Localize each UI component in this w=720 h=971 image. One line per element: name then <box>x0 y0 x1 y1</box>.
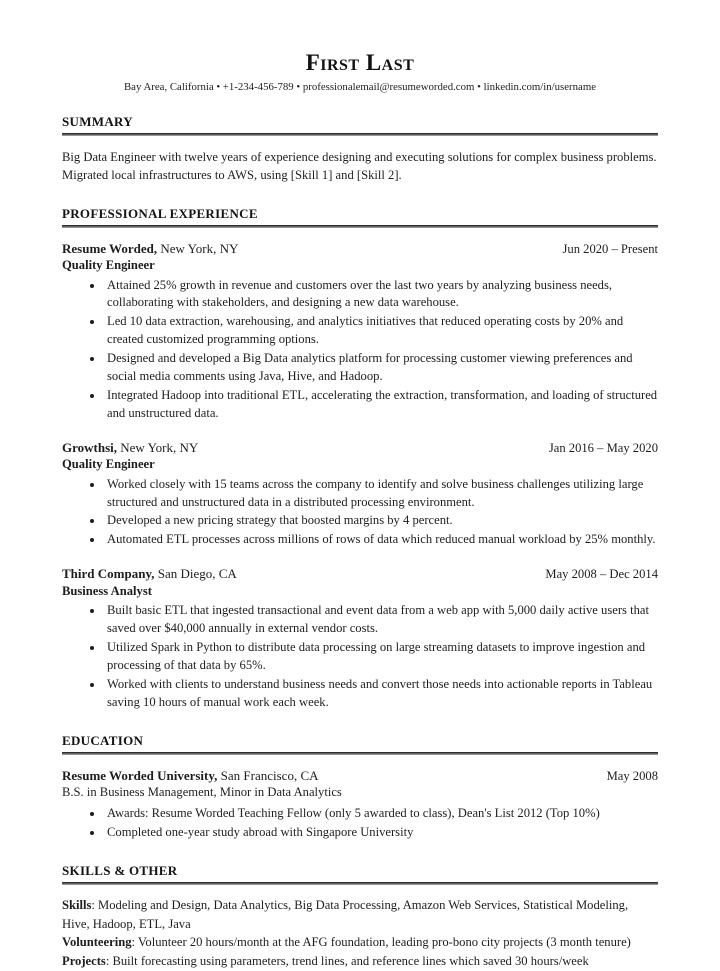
section-summary <box>62 114 658 185</box>
skills-label: Projects <box>62 954 106 969</box>
bullet-item: • Worked closely with 15 teams across the company to identify and solve business challenges utilizing large structured and unstructured data in a distributed processing environment. <box>104 476 658 512</box>
company-name: Growthsi, <box>62 439 118 455</box>
education-heading: EDUCATION <box>62 732 144 748</box>
bullet-item: • Awards: Resume Worded Teaching Fellow (only 5 awarded to class), Dean's List 2012 (Top 10%) <box>104 805 658 823</box>
bullet-item: • Integrated Hadoop into traditional ETL, accelerating the extraction, transformation, and loading of structured and unstructured data. <box>104 387 658 423</box>
heading-rule <box>62 882 658 885</box>
job-header <box>62 241 658 258</box>
education-entry <box>62 768 658 842</box>
skills-text: : Modeling and Design, Data Analytics, Big Data Processing, Amazon Web Services, Statistical Modeling, Hive, Hadoop, ETL, Java <box>62 897 629 931</box>
company-line <box>62 241 238 257</box>
job-entry <box>62 566 658 711</box>
job-entry <box>62 241 658 423</box>
school-line <box>62 768 319 784</box>
degree-line: B.S. in Business Management, Minor in Data Analytics <box>62 785 342 800</box>
company-name: Third Company, <box>62 566 155 582</box>
company-location: New York, NY <box>157 240 239 256</box>
skills-text: : Built forecasting using parameters, trend lines, and reference lines which saved 30 hours/week <box>105 954 589 969</box>
education-dates: May 2008 <box>606 768 658 783</box>
company-location: San Diego, CA <box>154 566 237 582</box>
summary-text: Big Data Engineer with twelve years of experience designing and executing solutions for complex business problems. Migrated local infrastructures to AWS, using [Skill 1] and [Skill 2]. <box>62 150 657 183</box>
school-name: Resume Worded University, <box>62 767 218 783</box>
bullet-item: • Built basic ETL that ingested transactional and event data from a web app with 5,000 daily active users that saved over $40,000 annually in external vendor costs. <box>104 602 658 638</box>
job-bullets <box>62 476 658 550</box>
heading-rule <box>62 752 658 755</box>
skills-line <box>62 933 658 952</box>
heading-rule <box>62 133 658 136</box>
header-contact: Bay Area, California • +1-234-456-789 • professionalemail@resumeworded.com • linkedin.com/in/username <box>123 81 597 93</box>
company-location: New York, NY <box>117 439 199 455</box>
skills-label: Skills <box>62 897 92 912</box>
bullet-item: • Led 10 data extraction, warehousing, and analytics initiatives that reduced operating costs by 20% and created customized programming options. <box>104 313 658 349</box>
school-location: San Francisco, CA <box>217 767 319 783</box>
job-dates: Jan 2016 – May 2020 <box>548 440 658 455</box>
heading-rule <box>62 225 658 228</box>
header-name: First Last <box>305 50 415 75</box>
bullet-item: • Utilized Spark in Python to distribute data processing on large streaming datasets to improve ingestion and processing of that data by 65%. <box>104 639 658 675</box>
company-line <box>62 566 237 582</box>
job-role: Quality Engineer <box>62 457 155 472</box>
bullet-item: • Designed and developed a Big Data analytics platform for processing customer viewing preferences and social media comments using Java, Hive, and Hadoop. <box>104 350 658 386</box>
education-header <box>62 768 658 785</box>
job-dates: Jun 2020 – Present <box>562 241 658 256</box>
skills-line <box>62 952 658 971</box>
bullet-item: • Attained 25% growth in revenue and customers over the last two years by analyzing business needs, collaborating with stakeholders, and designing a new data warehouse. <box>104 277 658 313</box>
education-bullets <box>62 805 658 842</box>
job-bullets <box>62 277 658 423</box>
job-dates: May 2008 – Dec 2014 <box>545 567 658 582</box>
section-education <box>62 733 658 842</box>
job-role: Business Analyst <box>62 583 152 598</box>
company-name: Resume Worded, <box>62 240 158 256</box>
job-bullets <box>62 602 658 711</box>
job-header <box>62 440 658 457</box>
bullet-item: • Worked with clients to understand business needs and convert those needs into actionable reports in Tableau saving 10 hours of manual work each week. <box>104 676 658 712</box>
skills-block <box>62 896 658 971</box>
job-role: Quality Engineer <box>62 258 155 273</box>
company-line <box>62 440 198 456</box>
experience-heading: PROFESSIONAL EXPERIENCE <box>62 205 258 221</box>
skills-heading: SKILLS & OTHER <box>62 862 178 878</box>
skills-text: : Volunteer 20 hours/month at the AFG foundation, leading pro-bono city projects (3 month tenure) <box>131 935 631 950</box>
skills-label: Volunteering <box>62 935 132 950</box>
skills-line <box>62 896 658 934</box>
summary-heading: SUMMARY <box>62 114 133 129</box>
section-skills <box>62 863 658 971</box>
bullet-item: • Developed a new pricing strategy that boosted margins by 4 percent. <box>104 512 658 530</box>
bullet-item: • Automated ETL processes across millions of rows of data which reduced manual workload by 25% monthly. <box>104 531 658 549</box>
job-entry <box>62 440 658 550</box>
bullet-item: • Completed one-year study abroad with Singapore University <box>104 824 658 842</box>
section-experience <box>62 206 658 712</box>
job-header <box>62 566 658 583</box>
